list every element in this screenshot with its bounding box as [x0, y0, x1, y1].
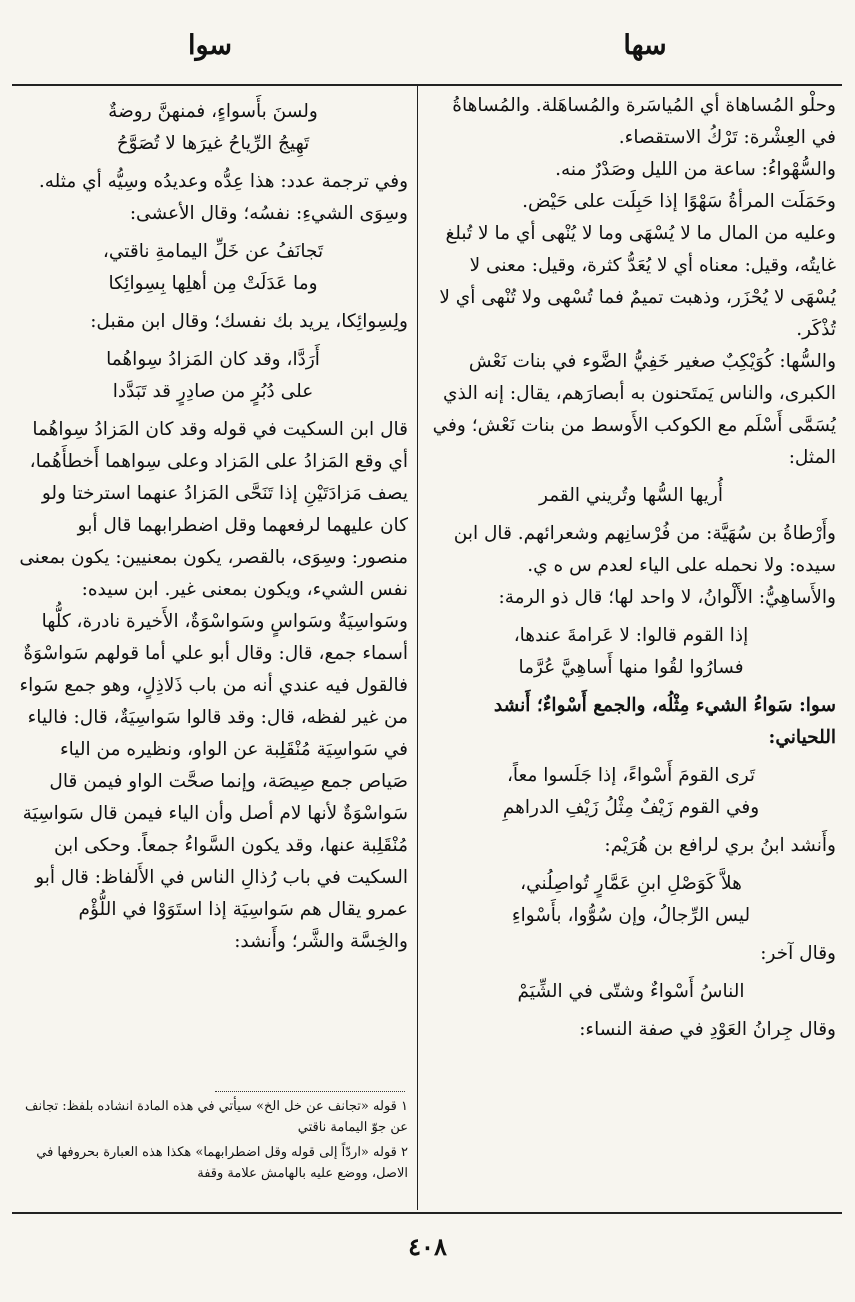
paragraph: وفي ترجمة عدد: هذا عِدُّه وعديدُه وسِيُّه أي مثله. وسِوَى الشيءِ: نفسُه؛ وقال الأعشى: [38, 171, 408, 224]
paragraph: وحَمَلَت المرأةُ سَهْوًا إذا حَبِلَت على حَيْض. [522, 191, 836, 212]
verse-line: وفي القوم زَيْفٌ مِثْلُ زَيْفِ الدراهمِ [502, 797, 760, 818]
verse-line: وما عَدَلَتْ مِن أهلِها بِسِوائِكا [108, 273, 318, 294]
paragraph: قال ابن السكيت في قوله وقد كان المَزادُ سِواهُما أي وقع المَزادُ على المَزاد وعلى سِواهما أَخطأَهُما، يصف مَزادَتَيْنِ إذا تَنَحَّى المَزادُ عنهما استرختا ولو كان عليهما لرفعهما وقل اضطرابهما قال أبو منصور: وسِوَى، بالقصر، يكون بمعنيين: يكون بمعنى نفس الشيء، ويكون بمعنى غير. ابن سيده: وسَواسِيَةٌ وسَواسٍ وسَواسْوَةٌ، الأَخيرة نادرة، كلُّها أسماء جمع، قال: وقال أبو علي أما قولهم سَواسْوَةٌ فالقول فيه عندي أنه من باب ذَلاذِلٍ، وهو جمع سَواء من غير لفظه، قال: وقد قالوا سَواسِيَةٌ، قال: فالياء في سَواسِيَة مُنْقَلِبة عن الواو، ونظيره من الياء صَياص جمع صِيصَة، وإنما صحَّت الواو فيمن قال سَواسْوَةٌ لأنها لام أصل وأن الياء فيمن قال سَواسِيَة مُنْقَلِبة عنها، وقد يكون السَّواءُ جمعاً. وحكى ابن السكيت في باب رُذالِ الناس في الأَلفاظ: قال أبو عمرو يقال هم سَواسِيَة إذا استَوَوْا في اللُّؤْم والخِسَّة والشَّر؛ وأَنشد: [19, 419, 408, 952]
verse [426, 760, 836, 824]
paragraph: وعليه من المال ما لا يُسْهَى وما لا يُنْهى أي ما لا تُبلغ غايتُه، وقيل: معناه أي لا يُعَدُّ كثرة، وقيل: معنى لا يُسْهَى لا يُحْزَر، وذهبت تميمٌ فما تُسْهى ولا تُنْهى أي لا تُذْكَر. [439, 223, 836, 340]
paragraph: والسُّهْواءُ: ساعة من الليل وصَدْرٌ منه. [555, 159, 836, 180]
paragraph: والأَساهِيُّ: الأَلْوانُ، لا واحد لها؛ قال ذو الرمة: [498, 587, 836, 608]
verse [18, 344, 408, 408]
running-head-right: سها [623, 30, 667, 61]
verse-line: أَرَدَّا، وقد كان المَزادُ سِواهُما [106, 349, 320, 370]
verse [426, 480, 836, 512]
page-number: ٤٠٨ [408, 1232, 447, 1261]
footer-rule [12, 1212, 842, 1214]
paragraph: وقال آخر: [760, 943, 836, 964]
paragraph: ولِسِوائِكا، يريد بك نفسك؛ وقال ابن مقبل: [90, 311, 408, 332]
header-rule [12, 84, 842, 86]
verse-line: ليس الرِّجالُ، وإن سُوُّوا، بأَسْواءِ [511, 905, 751, 926]
footnote-rule [215, 1091, 405, 1092]
verse-line: تَرى القومَ أَسْواءً، إذا جَلَسوا معاً، [506, 765, 756, 786]
paragraph: وأَرْطاةُ بن سُهَيَّة: من فُرْسانِهم وشعرائهم. قال ابن سيده: ولا نحمله على الياء لعدم س ه ي. [453, 523, 836, 576]
verse-line: فسارُوا لقُوا منها أَساهِيَّ عُرَّما [518, 657, 744, 678]
verse-line: تَجانَفُ عن خَلِّ اليمامةِ ناقتي، [102, 241, 324, 262]
verse-line: على دُبُرٍ من صادِرٍ قد تَبَدَّدا [112, 381, 314, 402]
verse [426, 868, 836, 932]
running-head-left: سوا [187, 30, 233, 61]
verse-line: إذا القوم قالوا: لا عَرامةَ عندها، [513, 625, 749, 646]
footnotes [18, 1096, 408, 1188]
entry-headword-paragraph: سوا: سَواءُ الشيء مِثْلُه، والجمع أَسْواءٌ؛ أَنشد اللحياني: [493, 695, 836, 748]
footnote-1: ١ قوله «تجانف عن خل الخ» سيأتي في هذه المادة انشاده بلفظ: تجانف عن جوّ اليمامة ناقتي [25, 1099, 408, 1135]
right-column [426, 90, 836, 1208]
verse [426, 620, 836, 684]
paragraph: وقال جِرانُ العَوْدِ في صفة النساء: [579, 1019, 836, 1040]
verse-line: تَهِيجُ الرِّياحُ غيرَها لا تُصَوَّحُ [116, 133, 310, 154]
verse [426, 976, 836, 1008]
verse-line: الناسُ أَسْواءٌ وشتّى في الشِّيَمْ [517, 981, 745, 1002]
verse [18, 236, 408, 300]
paragraph: وحلْو المُساهاة أي المُياسَرة والمُساهَلة. والمُساهاةُ في العِشْرة: تَرْكُ الاستقصاء. [452, 95, 836, 148]
paragraph: وأَنشد ابنُ بري لرافع بن هُرَيْم: [604, 835, 836, 856]
verse-line: ولسنَ بأَسواءٍ، فمنهنَّ روضةٌ [108, 101, 318, 122]
verse [18, 96, 408, 160]
left-column [18, 90, 408, 1090]
verse-line: أُريها السُّها وتُريني القمر [539, 485, 723, 506]
column-divider [417, 85, 418, 1210]
verse-line: هلاَّ كَوَصْلِ ابنِ عَمَّارٍ تُواصِلُني، [520, 873, 742, 894]
paragraph: والسُّها: كُوَيْكِبٌ صغير خَفِيُّ الضَّوء في بنات نَعْش الكبرى، والناس يَمتَحنون به أبصارَهم، يقال: إنه الذي يُسَمَّى أَسْلَم مع الكوكب الأَوسط من بنات نَعْش؛ وفي المثل: [432, 351, 836, 468]
footnote-2: ٢ قوله «اردّاً إلى قوله وقل اضطرابهما» هكذا هذه العبارة بحروفها في الاصل، ووضع عليه بالهامش علامة وقفة [36, 1145, 408, 1181]
